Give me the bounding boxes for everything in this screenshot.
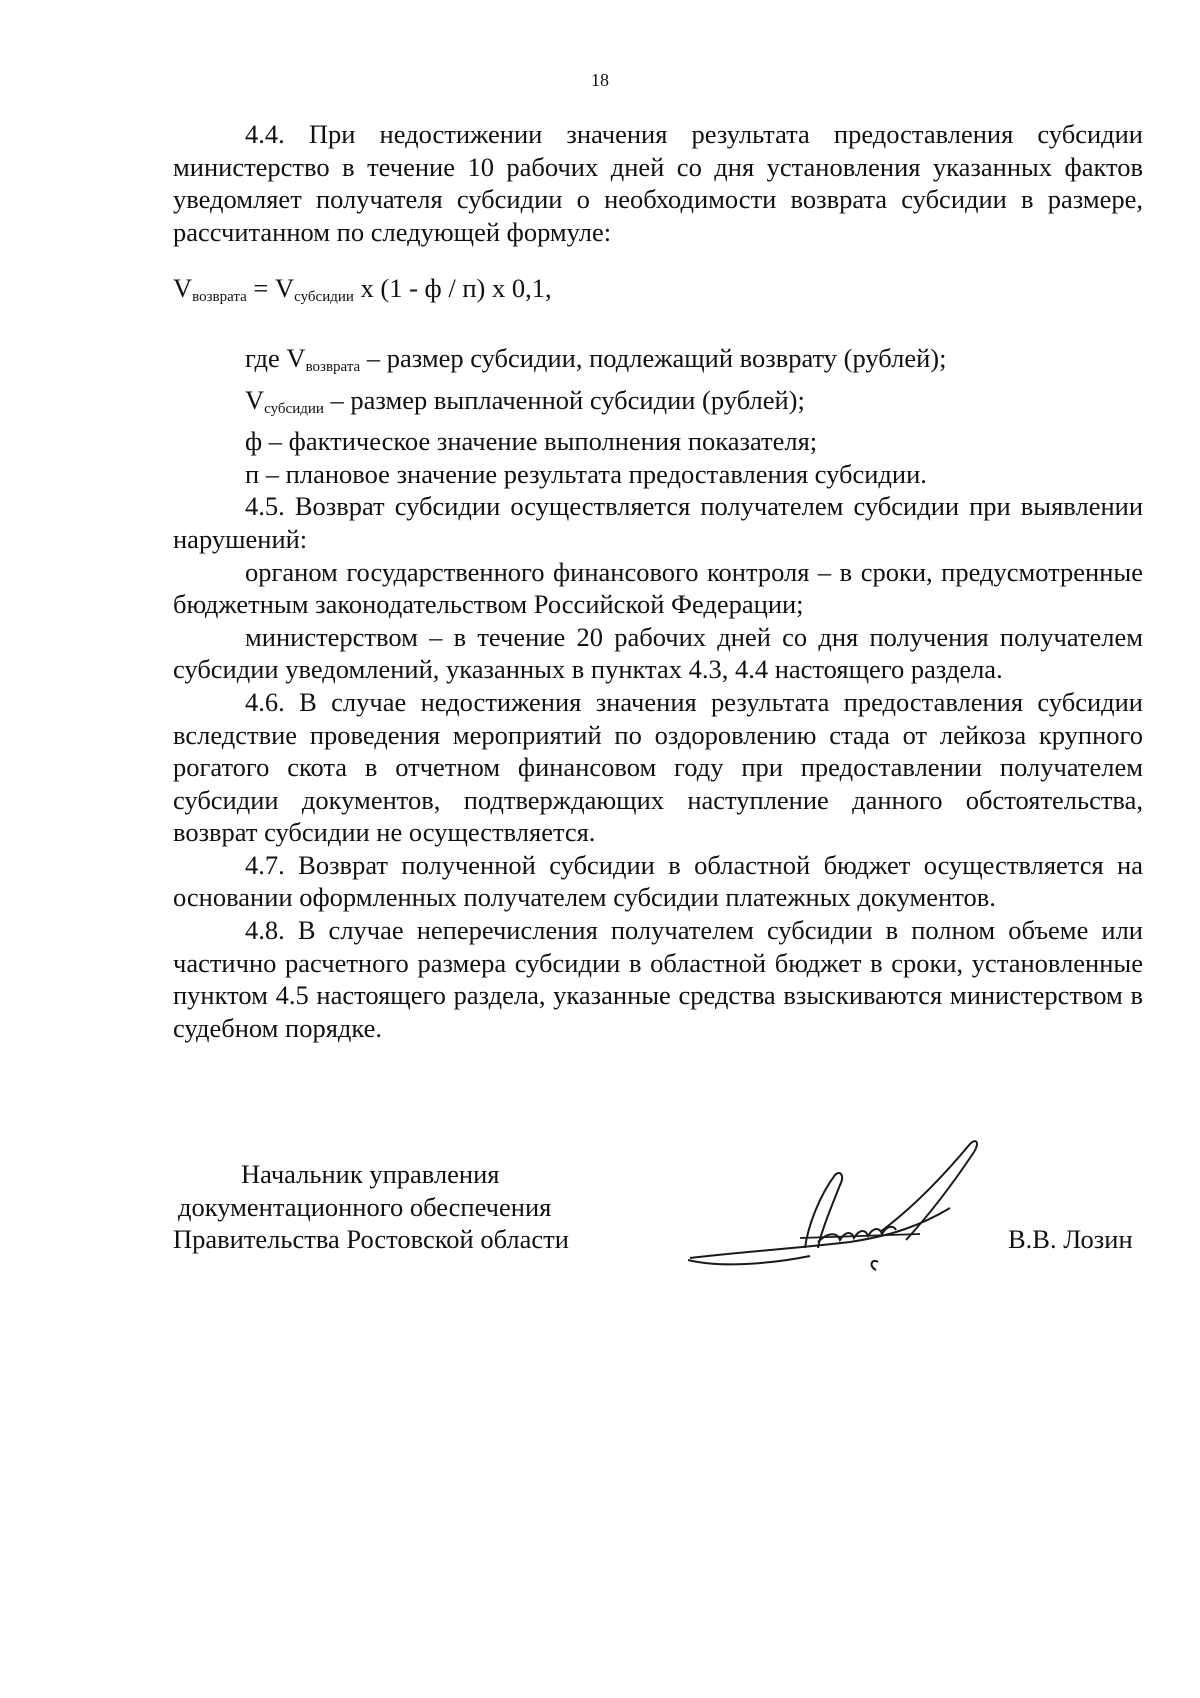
paragraph-4-7: 4.7. Возврат полученной субсидии в областной бюджет осуществляется на основании оформленных получателем субсидии платежных документов.: [173, 849, 1143, 913]
formula-eq: = V: [246, 273, 295, 304]
definition-subscript: возврата: [305, 358, 361, 375]
formula-rest: х (1 - ф / п) х 0,1,: [353, 273, 552, 304]
definition-subscript: субсидии: [264, 400, 324, 417]
page-number: 18: [591, 70, 609, 90]
definition-prefix: V: [245, 384, 265, 415]
definition-prefix: где V: [245, 342, 306, 373]
handwritten-signature: [680, 1130, 1010, 1280]
definition-v-subsidy: [173, 384, 1143, 426]
paragraph-4-5-ministry: министерством – в течение 20 рабочих дней со дня получения получателем субсидии уведомлений, указанных в пунктах 4.3, 4.4 настоящего раздела.: [173, 621, 1143, 685]
definition-p: п – плановое значение результата предоставления субсидии.: [245, 458, 927, 489]
paragraph-4-6: 4.6. В случае недостижения значения результата предоставления субсидии вследствие проведения мероприятий по оздоровлению стада от лейкоза крупного рогатого скота в отчетном финансовом году при предоставлении получателем субсидии документов, подтверждающих наступление данного обстоятельства, возврат субсидии не осуществляется.: [173, 686, 1143, 848]
definition-text: – размер субсидии, подлежащий возврату (рублей);: [360, 342, 947, 373]
document-body: [173, 118, 1143, 1044]
paragraph-4-8: 4.8. В случае неперечисления получателем субсидии в полном объеме или частично расчетного размера субсидии в областной бюджет в сроки, установленные пунктом 4.5 настоящего раздела, указанные средства взыскиваются министерством в судебном порядке.: [173, 915, 1143, 1043]
signer-name: В.В. Лозин: [1008, 1224, 1133, 1254]
signatory-title-line-3: Правительства Ростовской области: [173, 1224, 569, 1255]
formula-sub-subsidy: субсидии: [294, 289, 354, 306]
paragraph-4-5: 4.5. Возврат субсидии осуществляется получателем субсидии при выявлении нарушений:: [173, 491, 1143, 554]
signatory-title: [173, 1158, 569, 1256]
formula-sub-refund: возврата: [192, 289, 247, 306]
paragraph-4-5-control-body: органом государственного финансового контроля – в сроки, предусмотренные бюджетным законодательством Российской Федерации;: [173, 556, 1143, 620]
formula-v: V: [173, 273, 193, 304]
signatory-title-line-1: Начальник управления: [241, 1159, 500, 1189]
paragraph-4-4: 4.4. При недостижении значения результата предоставления субсидии министерство в течение 10 рабочих дней со дня установления указанных фактов уведомляет получателя субсидии о необходимости возврата субсидии в размере, рассчитанном по следующей формуле:: [173, 119, 1143, 247]
refund-formula: [173, 272, 1143, 314]
definition-f: ф – фактическое значение выполнения показателя;: [245, 426, 818, 457]
definition-v-refund: [173, 342, 1143, 384]
signatory-title-line-2: документационного обеспечения: [178, 1191, 552, 1222]
definition-text: – размер выплаченной субсидии (рублей);: [323, 384, 805, 415]
